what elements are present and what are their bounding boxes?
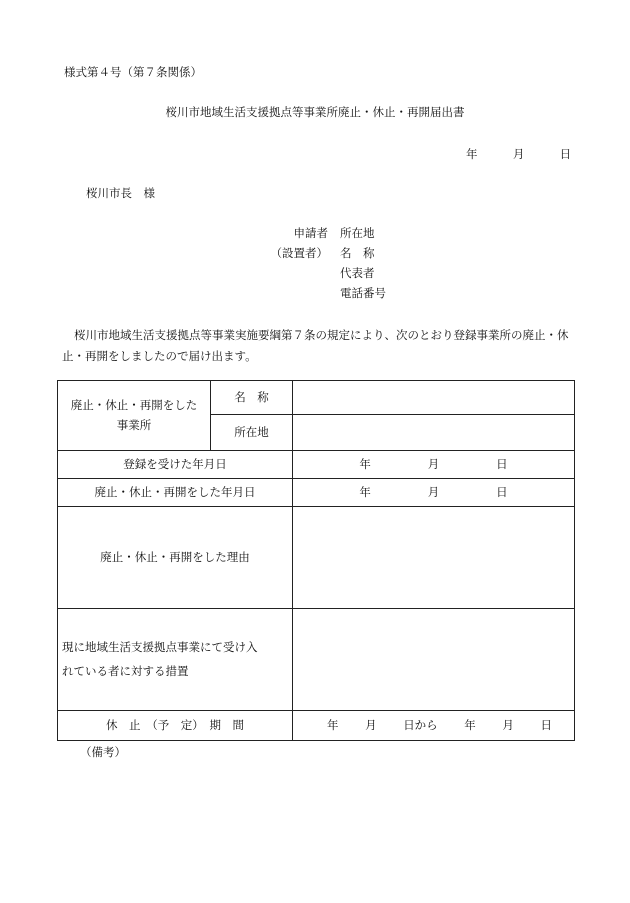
table-row bbox=[58, 479, 575, 507]
registered-date-cell[interactable]: 年 月 日 bbox=[293, 451, 575, 479]
applicant-field-address: 所在地 bbox=[340, 226, 375, 240]
table-row bbox=[58, 609, 575, 711]
table-row bbox=[58, 507, 575, 609]
applicant-role-sub: （設置者） bbox=[270, 246, 328, 260]
reason-value-cell[interactable] bbox=[293, 507, 575, 609]
body-text: 桜川市地域生活支援拠点等事業実施要綱第７条の規定により、次のとおり登録事業所の廃止・休止・再開をしましたので届け出ます。 bbox=[62, 328, 569, 363]
name-label: 名 称 bbox=[211, 381, 293, 415]
applicant-role: 申請者 bbox=[293, 226, 328, 240]
address-value-cell[interactable] bbox=[293, 415, 575, 451]
registered-date-label: 登録を受けた年月日 bbox=[58, 451, 293, 479]
table-row bbox=[58, 451, 575, 479]
measures-value-cell[interactable] bbox=[293, 609, 575, 711]
measures-label: 現に地域生活支援拠点事業にて受け入 れている者に対する措置 bbox=[58, 609, 293, 711]
addressee: 桜川市長 様 bbox=[86, 186, 155, 200]
form-number: 様式第４号（第７条関係） bbox=[64, 65, 202, 79]
applicant-field-name: 名 称 bbox=[340, 246, 375, 260]
date-month: 月 bbox=[512, 147, 525, 161]
period-label: 休 止 （予 定） 期 間 bbox=[58, 711, 293, 741]
change-date-cell[interactable]: 年 月 日 bbox=[293, 479, 575, 507]
address-label: 所在地 bbox=[211, 415, 293, 451]
name-value-cell[interactable] bbox=[293, 381, 575, 415]
remarks: （備考） bbox=[80, 745, 126, 759]
table-row bbox=[58, 381, 575, 415]
applicant-field-phone: 電話番号 bbox=[340, 286, 386, 300]
table-row bbox=[58, 711, 575, 741]
document-title: 桜川市地域生活支援拠点等事業所廃止・休止・再開届出書 bbox=[165, 105, 465, 119]
submission-date bbox=[466, 148, 571, 162]
date-year: 年 bbox=[466, 147, 478, 161]
notification-table bbox=[57, 380, 575, 741]
change-date-label: 廃止・休止・再開をした年月日 bbox=[58, 479, 293, 507]
applicant-field-representative: 代表者 bbox=[340, 266, 375, 280]
reason-label: 廃止・休止・再開をした理由 bbox=[58, 507, 293, 609]
date-day: 日 bbox=[559, 147, 572, 161]
office-label-cell: 廃止・休止・再開をした 事業所 bbox=[58, 381, 211, 451]
period-cell[interactable]: 年 月 日から 年 月 日 bbox=[293, 711, 575, 741]
